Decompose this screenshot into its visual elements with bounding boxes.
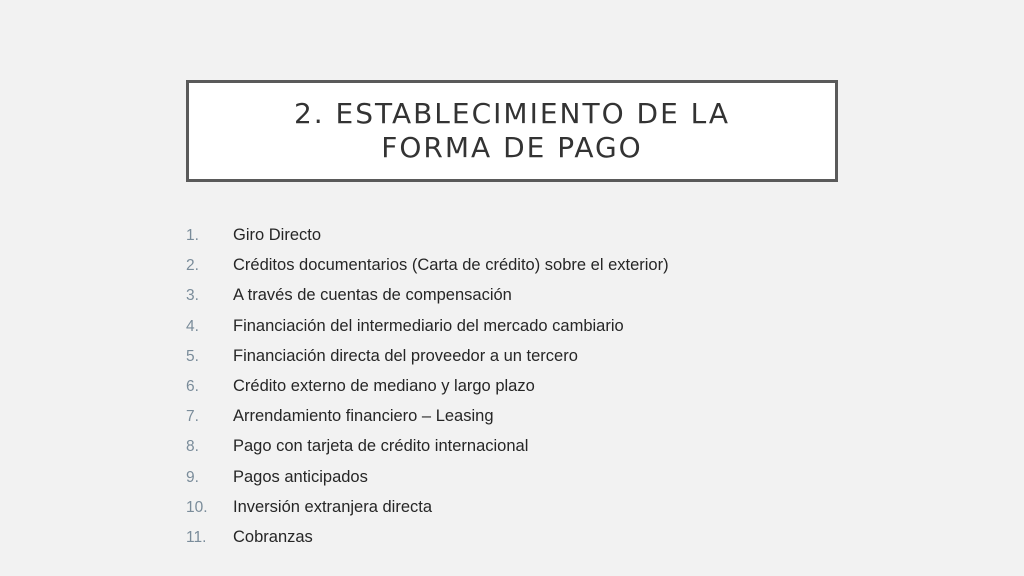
list-item xyxy=(186,524,669,554)
list-item xyxy=(186,252,669,282)
list-item-text: Cobranzas xyxy=(233,527,313,546)
list-item-number: 8. xyxy=(186,438,199,456)
slide-title-line-2: FORMA DE PAGO xyxy=(381,131,643,164)
list-item-text: Giro Directo xyxy=(233,226,322,244)
payment-methods-list xyxy=(186,222,669,554)
list-item-number: 2. xyxy=(186,257,199,275)
list-item-number: 11. xyxy=(186,528,207,546)
list-item-text: Pago con tarjeta de crédito internacional xyxy=(233,437,529,456)
list-item-text: Inversión extranjera directa xyxy=(233,497,433,516)
list-item xyxy=(186,313,669,343)
list-item xyxy=(186,464,669,494)
list-item-number: 5. xyxy=(186,347,199,365)
list-item-text: Créditos documentarios (Carta de crédito) sobre el exterior) xyxy=(233,256,669,275)
list-item-text: Crédito externo de mediano y largo plazo xyxy=(233,376,535,395)
list-item-number: 4. xyxy=(186,317,199,335)
list-item-number: 1. xyxy=(186,227,199,244)
list-item xyxy=(186,433,669,463)
list-item xyxy=(186,343,669,373)
list-item-text: A través de cuentas de compensación xyxy=(233,286,512,305)
list-item-text: Pagos anticipados xyxy=(233,467,368,486)
list-item-number: 6. xyxy=(186,377,199,395)
list-item-text: Arrendamiento financiero – Leasing xyxy=(233,407,494,426)
list-item-number: 9. xyxy=(186,468,199,486)
list-item xyxy=(186,222,669,252)
slide-title-box xyxy=(186,80,838,182)
list-item xyxy=(186,373,669,403)
list-item-text: Financiación del intermediario del mercado cambiario xyxy=(233,316,624,335)
list-item-text: Financiación directa del proveedor a un tercero xyxy=(233,346,578,365)
list-item-number: 3. xyxy=(186,287,199,305)
list-item-number: 7. xyxy=(186,408,199,426)
list-item xyxy=(186,282,669,312)
list-item-number: 10. xyxy=(186,498,208,516)
list-item xyxy=(186,403,669,433)
slide-title-line-1: 2. ESTABLECIMIENTO DE LA xyxy=(293,97,731,130)
list-item xyxy=(186,494,669,524)
